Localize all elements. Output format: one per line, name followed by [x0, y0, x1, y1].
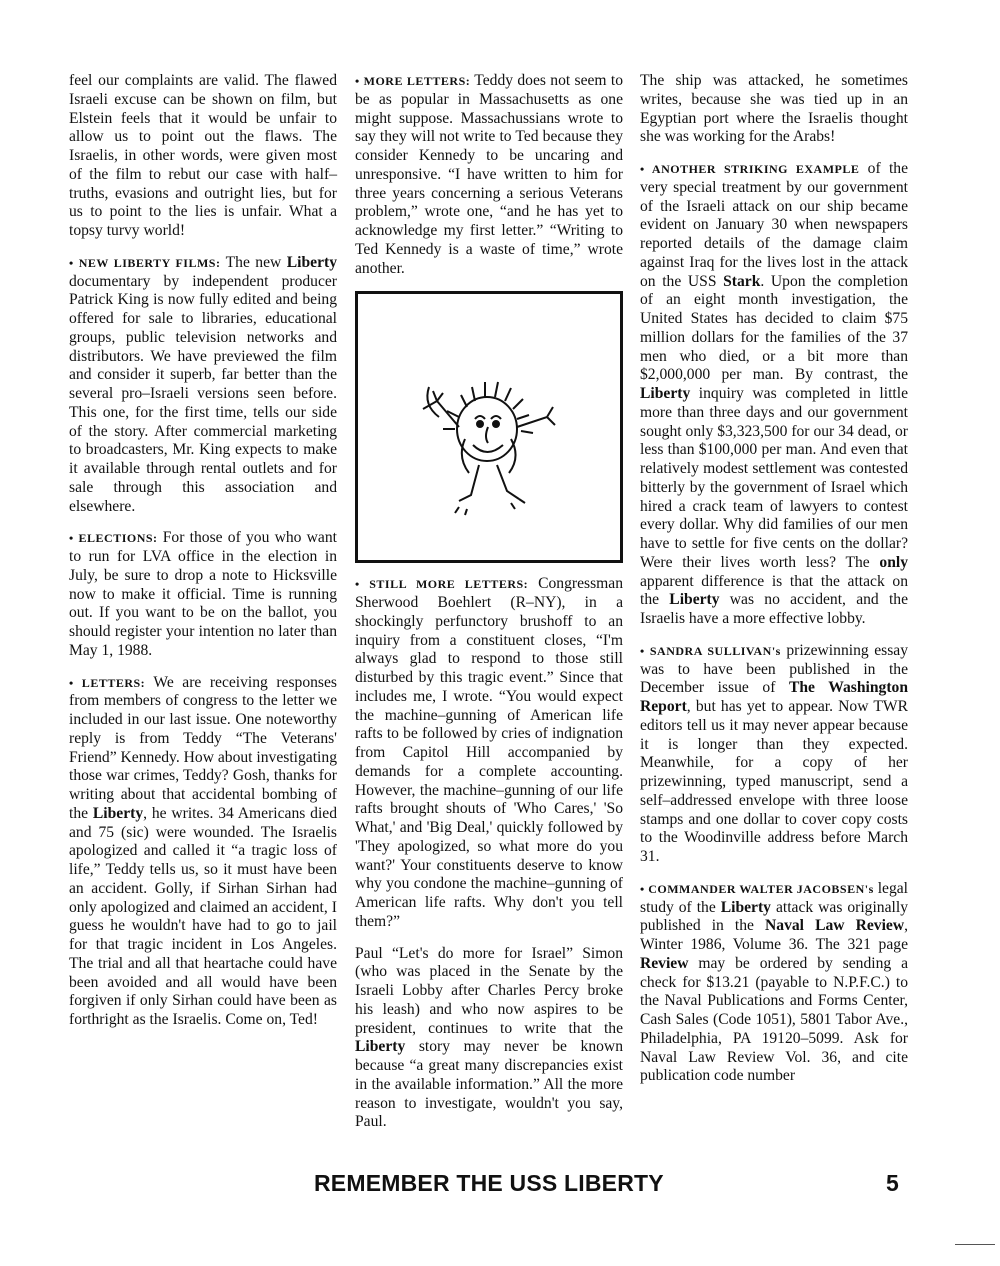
paragraph-new-liberty-films: • NEW LIBERTY FILMS: The new Liberty documentary by independent producer Patrick King is now fully edited and being offered for sale to libraries, educational groups, public television networks and distributors. We have previewed the film and consider it superb, far better than the several pro–Israeli versions seen before. This one, for the first time, tells our side of the story. After commercial marketing to broadcasters, Mr. King expects to make it available through rental outlets and for sale through this association and elsewhere.	[69, 253, 337, 515]
item-heading: • NEW LIBERTY FILMS:	[69, 255, 221, 270]
column-middle	[355, 72, 623, 1145]
item-heading: • COMMANDER WALTER JACOBSEN's	[640, 881, 874, 896]
paragraph-elections: • ELECTIONS: For those of you who want to run for LVA office in the election in July, be sure to drop a note to Hicksville now to make it official. Time is running out. If you want to be on the ballot, you should register your intention no later than May 1, 1988.	[69, 529, 337, 659]
paragraph-ship-attacked: The ship was attacked, he sometimes writes, because she was tied up in an Egyptian port where the Israelis thought she was working for the Arabs!	[640, 72, 908, 146]
paragraph-sandra-sullivan: • SANDRA SULLIVAN's prizewinning essay was to have been published in the December issue of The Washington Report, but has yet to appear. Now TWR editors tell us it may never appear because it is longer than they expected. Meanwhile, for a copy of her prizewinning, typed manuscript, send a self–addressed envelope with three loose stamps and one dollar to cover copy costs to the Woodinville address before March 31.	[640, 641, 908, 865]
item-heading: • ANOTHER STRIKING EXAMPLE	[640, 162, 860, 176]
footer-title: REMEMBER THE USS LIBERTY	[314, 1170, 664, 1196]
cartoon-figure-icon	[389, 327, 589, 527]
column-left	[69, 72, 337, 1043]
page-number: 5	[886, 1170, 899, 1196]
paragraph-walter-jacobsen: • COMMANDER WALTER JACOBSEN's legal study of the Liberty attack was originally published in the Naval Law Review, Winter 1986, Volume 36. The 321 page Review may be ordered by sending a check for $13.21 (payable to N.P.F.C.) to the Naval Publications and Forms Center, Cash Sales (Code 1051), 5801 Tabor Ave., Philadelphia, PA 19120–5099. Ask for Naval Law Review Vol. 36, and cite publication code number	[640, 879, 908, 1085]
paragraph-paul-simon: Paul “Let's do more for Israel” Simon (who was placed in the Senate by the Israeli Lobby after Charles Percy broke his leash) and who now aspires to be president, continues to write that the Liberty story may never be known because “a great many discrepancies exist in the available information.” All the more reason to investigate, wouldn't you say, Paul.	[355, 944, 623, 1131]
cartoon-illustration	[355, 291, 623, 563]
item-heading: • ELECTIONS:	[69, 531, 158, 546]
item-heading: • STILL MORE LETTERS:	[355, 577, 529, 592]
paragraph-more-letters: • MORE LETTERS: Teddy does not seem to be as popular in Massachusetts as one might suppose. Massachussians wrote to say they will not write to Ted because they consider Kennedy to be uncaring and unresponsive. “I have written to him for three years concerning a serious Veterans problem,” wrote one, “and he has yet to acknowledge my first letter.” “Writing to Ted Kennedy is a waste of time,” wrote another.	[355, 72, 624, 277]
item-heading: • LETTERS:	[69, 675, 146, 690]
item-heading: • SANDRA SULLIVAN's	[640, 643, 781, 658]
corner-rule	[955, 1244, 995, 1245]
column-right	[640, 72, 908, 1099]
paragraph-continued: feel our complaints are valid. The flawed Israeli excuse can be shown on film, but Elstein feels that it would be unfair to allow us to point out the flaws. The Israelis, in other words, were given most of the film to rebut our case with half–truths, evasions and outright lies, but for us to point to the lies is unfair. What a topsy turvy world!	[69, 72, 337, 239]
paragraph-letters: • LETTERS: We are receiving responses from members of congress to the letter we included in our last issue. One noteworthy reply is from Teddy “The Veterans' Friend” Kennedy. How about investigating those war crimes, Teddy? Gosh, thanks for writing about that accidental bombing of the Liberty, he writes. 34 Americans died and 75 (sic) were wounded. The Israelis apologized and called it “a tragic loss of life,” Teddy tells us, so it must have been an accident. Golly, if Sirhan Sirhan had only apologized and claimed an accident, I guess he wouldn't have had to go to jail for that tragic incident in Los Angeles. The trial and all that heartache could have been avoided and all would have been forgiven if only Sirhan could have been as forthright as the Israelis. Come on, Ted!	[69, 673, 337, 1028]
paragraph-still-more-letters: • STILL MORE LETTERS: Congressman Sherwood Boehlert (R–NY), in a shockingly perfunctory brushoff to an inquiry from a constituent closes, “I'm always glad to respond to those still disturbed by this tragic event.” Since that includes me, I wrote. “You would expect the machine–gunning of American life rafts to be followed by cries of indignation from Capitol Hill accompanied by demands for a complete accounting. However, the machine–gunning of our life rafts brought shouts of 'Who Cares,' 'So What,' and 'Big Deal,' quickly followed by 'They apologized, so what more do you want?' Your constituents deserve to know why you condone the machine–gunning of American life rafts. Why don't you tell them?”	[355, 575, 623, 930]
item-heading: • MORE LETTERS:	[355, 74, 471, 88]
paragraph-striking-example: • ANOTHER STRIKING EXAMPLE of the very special treatment by our government of the Israeli attack on our ship became evident on January 30 when newspapers reported details of the damage claim against Iraq for the lives lost in the attack on the USS Stark. Upon the completion of an eight month investigation, the United States has decided to claim $75 million dollars for the families of the 37 men who died, or a bit more than $2,000,000 per man. By contrast, the Liberty inquiry was completed in little more than three days and our government sought only $3,323,500 for our 34 dead, or less than $100,000 per man. And even that relatively modest settlement was contested bitterly by the government of Israel which hired a crack team of lawyers to contest every dollar. Why did families of our men have to settle for five cents on the dollar? Were their lives worth less? The only apparent difference is that the attack on the Liberty was no accident, and the Israelis have a more effective lobby.	[640, 160, 909, 627]
